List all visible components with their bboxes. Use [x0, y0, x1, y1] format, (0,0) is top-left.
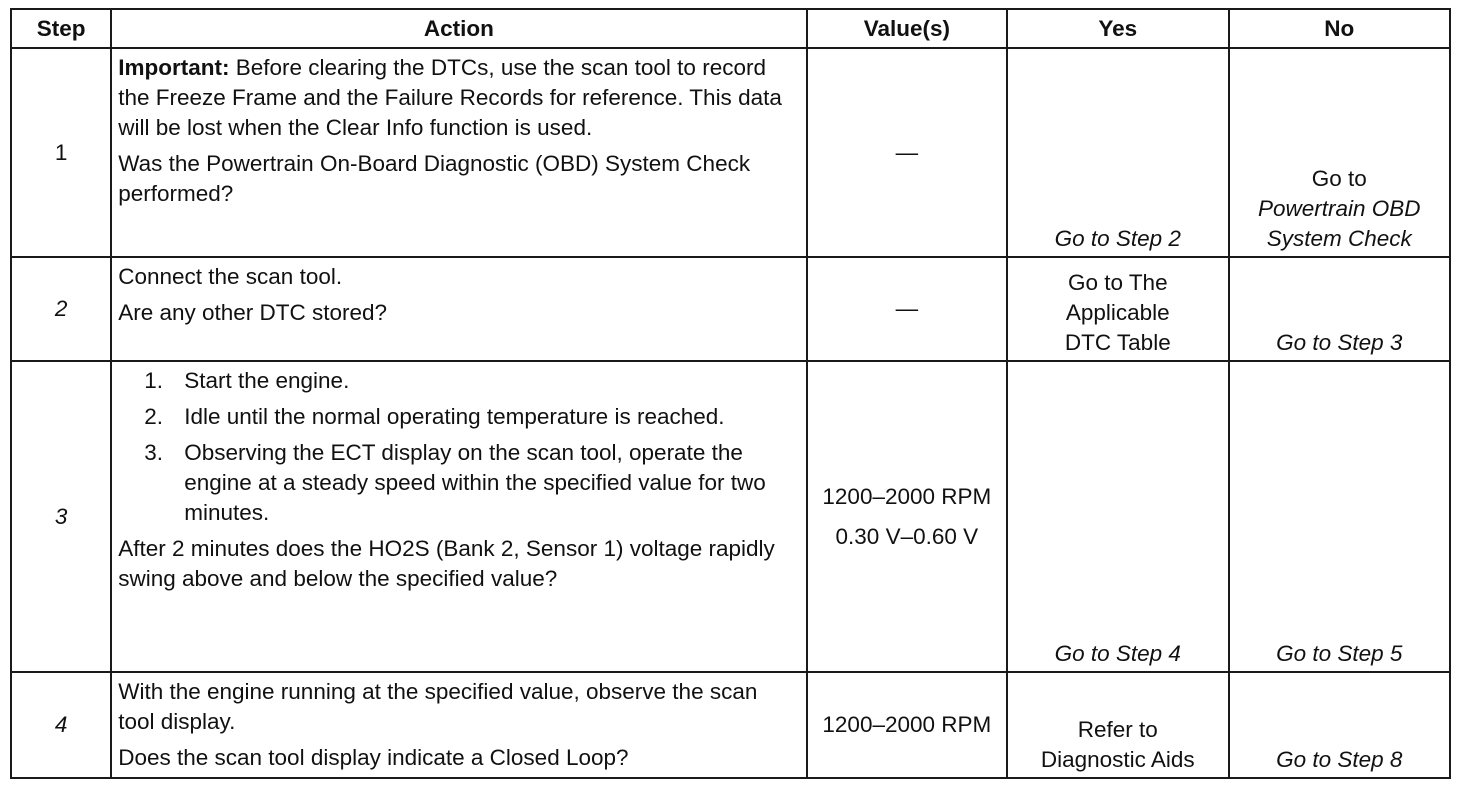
- table-header-row: [11, 9, 1450, 48]
- yes-text-line1: Go to The: [1067, 270, 1168, 295]
- action-question: Are any other DTC stored?: [118, 300, 388, 325]
- value-rpm: 1200–2000 RPM: [822, 483, 992, 509]
- yes-text-line2: Applicable: [1065, 300, 1170, 325]
- action-cell: [111, 361, 806, 672]
- list-item-number: 3.: [144, 440, 163, 465]
- value-text: —: [895, 296, 919, 321]
- value-cell: [807, 257, 1007, 361]
- diagnostic-table: [10, 8, 1451, 779]
- list-item: [118, 402, 799, 432]
- value-cell: [807, 672, 1007, 778]
- no-cell: [1229, 48, 1451, 257]
- no-cell: [1229, 672, 1451, 778]
- list-item-text: Idle until the normal operating temperature is reached.: [184, 404, 725, 429]
- table-row: [11, 361, 1450, 672]
- yes-text-line3: DTC Table: [1064, 330, 1171, 355]
- action-question: Does the scan tool display indicate a Closed Loop?: [118, 745, 629, 770]
- no-cell: [1229, 257, 1451, 361]
- yes-text-line1: Refer to: [1077, 717, 1158, 742]
- header-yes: Yes: [1007, 9, 1228, 48]
- action-cell: [111, 48, 806, 257]
- action-steps-list: [118, 366, 799, 528]
- list-item-number: 2.: [144, 404, 163, 429]
- table-row: [11, 257, 1450, 361]
- yes-cell: [1007, 672, 1228, 778]
- no-link-line3[interactable]: System Check: [1266, 226, 1412, 251]
- no-link[interactable]: Go to Step 8: [1276, 747, 1403, 772]
- yes-cell: [1007, 361, 1228, 672]
- value-cell: [807, 361, 1007, 672]
- value-text: —: [895, 139, 919, 165]
- yes-cell: [1007, 48, 1228, 257]
- yes-text-line2: Diagnostic Aids: [1040, 747, 1195, 772]
- no-link[interactable]: Go to Step 3: [1276, 330, 1403, 355]
- step-number: 2: [11, 257, 111, 361]
- action-cell: [111, 672, 806, 778]
- important-text: Before clearing the DTCs, use the scan tool to record the Freeze Frame and the Failure Records for reference. This data will be lost when the Clear Info function is used.: [118, 55, 782, 140]
- table-row: [11, 48, 1450, 257]
- no-link-line2[interactable]: Powertrain OBD: [1257, 196, 1421, 221]
- action-instruction: With the engine running at the specified value, observe the scan tool display.: [118, 679, 758, 734]
- header-values: Value(s): [807, 9, 1007, 48]
- action-cell: [111, 257, 806, 361]
- list-item-number: 1.: [144, 368, 163, 393]
- action-question: Was the Powertrain On-Board Diagnostic (OBD) System Check performed?: [118, 151, 751, 206]
- yes-cell: [1007, 257, 1228, 361]
- important-note: [118, 53, 799, 143]
- step-number: 1: [11, 48, 111, 257]
- table-row: [11, 672, 1450, 778]
- list-item: [118, 366, 799, 396]
- step-number: 4: [11, 672, 111, 778]
- step-number: 3: [11, 361, 111, 672]
- list-item: [118, 438, 799, 528]
- yes-link[interactable]: Go to Step 2: [1054, 226, 1181, 251]
- value-cell: [807, 48, 1007, 257]
- value-rpm: 1200–2000 RPM: [822, 712, 992, 737]
- action-instruction: Connect the scan tool.: [118, 264, 343, 289]
- no-cell: [1229, 361, 1451, 672]
- list-item-text: Start the engine.: [184, 368, 350, 393]
- important-label: Important:: [118, 55, 230, 80]
- header-action: Action: [111, 9, 806, 48]
- no-link[interactable]: Go to Step 5: [1276, 641, 1403, 666]
- list-item-text: Observing the ECT display on the scan tool, operate the engine at a steady speed within the specified value for two minutes.: [184, 440, 766, 525]
- value-voltage: 0.30 V–0.60 V: [835, 523, 979, 549]
- header-step: Step: [11, 9, 111, 48]
- no-text-line1: Go to: [1311, 166, 1367, 191]
- action-question: After 2 minutes does the HO2S (Bank 2, Sensor 1) voltage rapidly swing above and below the specified value?: [118, 536, 775, 591]
- yes-link[interactable]: Go to Step 4: [1054, 641, 1181, 666]
- header-no: No: [1229, 9, 1451, 48]
